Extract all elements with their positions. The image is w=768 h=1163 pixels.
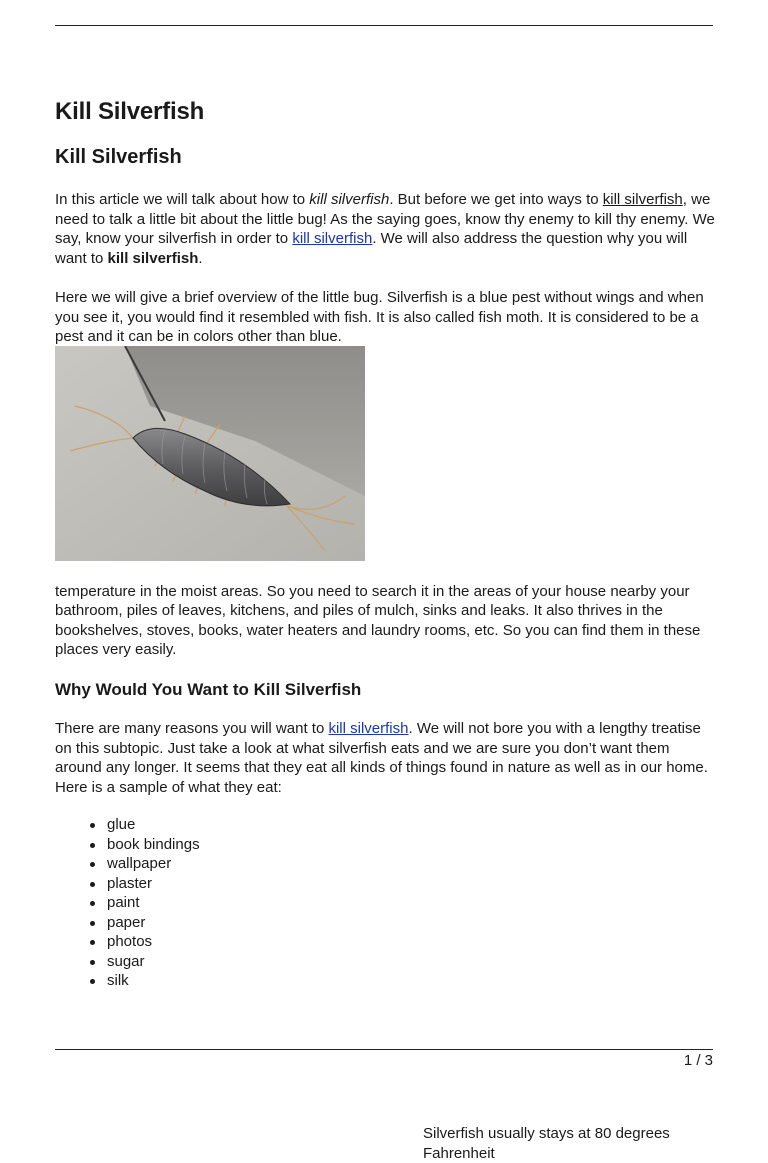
top-rule bbox=[55, 25, 713, 26]
list-item: sugar bbox=[90, 952, 200, 972]
list-item: plaster bbox=[90, 874, 200, 894]
article-subtitle: Kill Silverfish bbox=[55, 146, 182, 168]
section-heading: Why Would You Want to Kill Silverfish bbox=[55, 680, 362, 699]
list-item: paint bbox=[90, 893, 200, 913]
page-title: Kill Silverfish bbox=[55, 98, 205, 125]
list-item: paper bbox=[90, 913, 200, 933]
silverfish-photo bbox=[55, 346, 365, 561]
overview-paragraph: Here we will give a brief overview of the little bug. Silverfish is a blue pest without wings and when you see it, you would find it resembled with fish. It is also called fish moth. It is considered to be a pest and it can be in colors other than blue. bbox=[55, 289, 704, 345]
list-item: book bindings bbox=[90, 835, 200, 855]
intro-paragraph: In this article we will talk about how to kill silverfish. But before we get into ways to kill silverfish, we need to talk a little bit about the little bug! As the saying goes, know thy enemy to kill thy enemy. We say, know your silverfish in order to kill silverfish. We will also address the question why you will want to kill silverfish. bbox=[55, 191, 715, 267]
habitat-paragraph: Silverfish usually stays at 80 degrees Fahrenheit temperature in the moist areas. So you need to search it in the areas of your house nearby your bathroom, piles of leaves, kitchens, and piles of mulch, sinks and leaks. It also thrives in the bookshelves, stoves, books, water heaters and laundry rooms, etc. So you can find them in these places very easily. bbox=[55, 562, 720, 660]
kill-silverfish-link-2[interactable]: kill silverfish bbox=[328, 720, 409, 737]
underlined-phrase: kill silverfish bbox=[602, 191, 683, 208]
list-item: silk bbox=[90, 971, 200, 991]
kill-silverfish-link[interactable]: kill silverfish bbox=[292, 230, 373, 247]
list-item: photos bbox=[90, 932, 200, 952]
reasons-paragraph: There are many reasons you will want to kill silverfish. We will not bore you with a lengthy treatise on this subtopic. Just take a look at what silverfish eats and we are sure you don’t want them around any longer. It seems that they eat all kinds of things found in nature as well as in our home. Here is a sample of what they eat: bbox=[55, 720, 708, 796]
food-list bbox=[90, 815, 200, 991]
silverfish-illustration bbox=[55, 346, 365, 561]
habitat-first-line: Silverfish usually stays at 80 degrees Fahrenheit bbox=[423, 1125, 670, 1162]
bold-phrase: kill silverfish bbox=[107, 249, 199, 267]
list-item: glue bbox=[90, 815, 200, 835]
list-item: wallpaper bbox=[90, 854, 200, 874]
bottom-rule bbox=[55, 1049, 713, 1050]
emphasis-phrase: kill silverfish bbox=[309, 191, 390, 208]
page-number: 1 / 3 bbox=[683, 1052, 713, 1069]
